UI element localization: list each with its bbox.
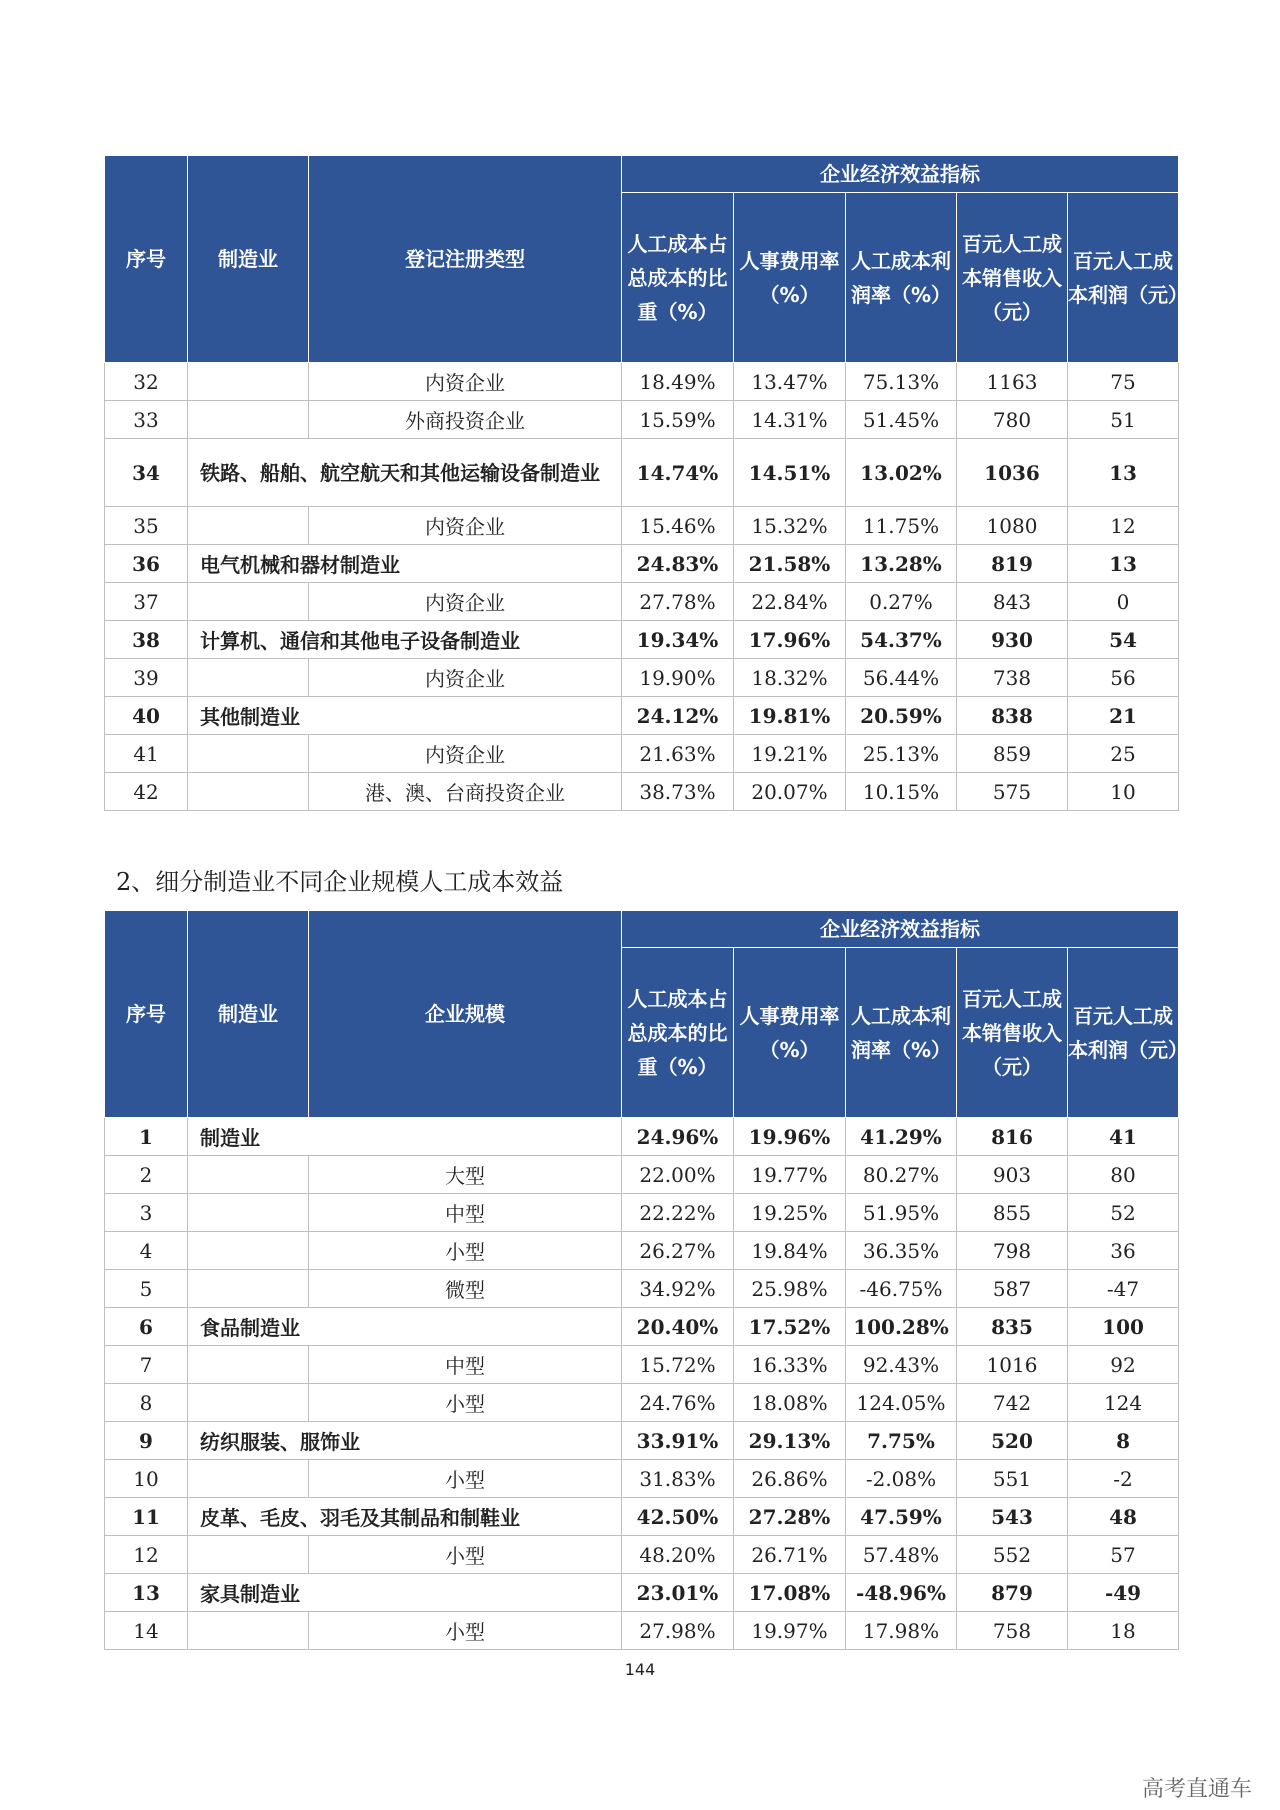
cell: 18.08%: [734, 1384, 846, 1422]
cell: -2: [1068, 1460, 1179, 1498]
cell: 29.13%: [734, 1422, 846, 1460]
header-col: 百元人工成本销售收入（元）: [957, 948, 1068, 1118]
cell: 17.52%: [734, 1308, 846, 1346]
cell: 57.48%: [846, 1536, 957, 1574]
cell: 855: [957, 1194, 1068, 1232]
cell: 14: [105, 1612, 188, 1650]
cell: 19.77%: [734, 1156, 846, 1194]
table-1: [104, 155, 1188, 811]
table-row: [105, 1536, 1179, 1574]
cell: 24.12%: [622, 697, 734, 735]
cell: 22.00%: [622, 1156, 734, 1194]
header-col: 百元人工成本利润（元）: [1068, 193, 1179, 363]
header-group: 企业经济效益指标: [622, 156, 1179, 193]
cell: 2: [105, 1156, 188, 1194]
cell: 19.34%: [622, 621, 734, 659]
cell: [188, 1536, 309, 1574]
cell: 32: [105, 363, 188, 401]
cell: [188, 659, 309, 697]
industry-name: 其他制造业: [188, 697, 622, 735]
cell: 17.98%: [846, 1612, 957, 1650]
cell: [188, 1156, 309, 1194]
cell: 551: [957, 1460, 1068, 1498]
header-col: 人工成本利润率（%）: [846, 948, 957, 1118]
cell: 39: [105, 659, 188, 697]
cell: 51.95%: [846, 1194, 957, 1232]
cell: 26.86%: [734, 1460, 846, 1498]
cell: 1: [105, 1118, 188, 1156]
cell: 819: [957, 545, 1068, 583]
cell: 54: [1068, 621, 1179, 659]
cell: 19.21%: [734, 735, 846, 773]
cell: 575: [957, 773, 1068, 811]
cell: 小型: [309, 1460, 622, 1498]
cell: 13.28%: [846, 545, 957, 583]
cell: [188, 507, 309, 545]
cell: 中型: [309, 1194, 622, 1232]
header-industry: 制造业: [188, 911, 309, 1118]
cell: 4: [105, 1232, 188, 1270]
cell: 26.71%: [734, 1536, 846, 1574]
cell: 552: [957, 1536, 1068, 1574]
cell: 54.37%: [846, 621, 957, 659]
cell: -47: [1068, 1270, 1179, 1308]
cell: 520: [957, 1422, 1068, 1460]
header-col: 百元人工成本销售收入（元）: [957, 193, 1068, 363]
cell: 92.43%: [846, 1346, 957, 1384]
cell: 18: [1068, 1612, 1179, 1650]
cell: 843: [957, 583, 1068, 621]
cell: 75.13%: [846, 363, 957, 401]
cell: 14.51%: [734, 439, 846, 507]
cell: 24.76%: [622, 1384, 734, 1422]
cell: 24.96%: [622, 1118, 734, 1156]
cell: 25.98%: [734, 1270, 846, 1308]
cell: [188, 1346, 309, 1384]
cell: 13: [1068, 439, 1179, 507]
cell: 48.20%: [622, 1536, 734, 1574]
header-col: 人工成本占总成本的比重（%）: [622, 948, 734, 1118]
table-row: [105, 363, 1179, 401]
cell: 6: [105, 1308, 188, 1346]
section-title: 2、细分制造业不同企业规模人工成本效益: [116, 868, 564, 896]
table-row: [105, 697, 1179, 735]
cell: 25.13%: [846, 735, 957, 773]
cell: 34: [105, 439, 188, 507]
header-group: 企业经济效益指标: [622, 911, 1179, 948]
table-row: [105, 1612, 1179, 1650]
header-col: 人工成本利润率（%）: [846, 193, 957, 363]
cell: 21.63%: [622, 735, 734, 773]
cell: 47.59%: [846, 1498, 957, 1536]
cell: [188, 1270, 309, 1308]
header-seq: 序号: [105, 156, 188, 363]
header-seq: 序号: [105, 911, 188, 1118]
cell: 小型: [309, 1612, 622, 1650]
cell: 38: [105, 621, 188, 659]
cell: 外商投资企业: [309, 401, 622, 439]
cell: 内资企业: [309, 507, 622, 545]
cell: 36.35%: [846, 1232, 957, 1270]
cell: 19.97%: [734, 1612, 846, 1650]
cell: 758: [957, 1612, 1068, 1650]
cell: [188, 773, 309, 811]
cell: 52: [1068, 1194, 1179, 1232]
header-col: 人事费用率（%）: [734, 193, 846, 363]
cell: 37: [105, 583, 188, 621]
cell: 930: [957, 621, 1068, 659]
cell: 7.75%: [846, 1422, 957, 1460]
cell: [188, 1612, 309, 1650]
cell: 微型: [309, 1270, 622, 1308]
cell: 7: [105, 1346, 188, 1384]
cell: 21: [1068, 697, 1179, 735]
cell: 17.08%: [734, 1574, 846, 1612]
cell: 36: [105, 545, 188, 583]
cell: 56.44%: [846, 659, 957, 697]
cell: 19.81%: [734, 697, 846, 735]
cell: [188, 1194, 309, 1232]
cell: 内资企业: [309, 735, 622, 773]
cell: 18.32%: [734, 659, 846, 697]
cell: 大型: [309, 1156, 622, 1194]
cell: 31.83%: [622, 1460, 734, 1498]
table-row: [105, 1384, 1179, 1422]
cell: 738: [957, 659, 1068, 697]
table-row: [105, 1156, 1179, 1194]
cell: 38.73%: [622, 773, 734, 811]
cell: 15.32%: [734, 507, 846, 545]
cell: 19.84%: [734, 1232, 846, 1270]
table-row: [105, 773, 1179, 811]
header-category: 登记注册类型: [309, 156, 622, 363]
cell: 57: [1068, 1536, 1179, 1574]
table-row: [105, 439, 1179, 507]
cell: 40: [105, 697, 188, 735]
cell: 12: [1068, 507, 1179, 545]
table-row: [105, 1422, 1179, 1460]
cell: -48.96%: [846, 1574, 957, 1612]
industry-name: 制造业: [188, 1118, 622, 1156]
cell: 26.27%: [622, 1232, 734, 1270]
table-2: [104, 910, 1188, 1650]
cell: [188, 1460, 309, 1498]
cell: 9: [105, 1422, 188, 1460]
header-col: 人事费用率（%）: [734, 948, 846, 1118]
cell: 41: [1068, 1118, 1179, 1156]
cell: 1036: [957, 439, 1068, 507]
cell: 小型: [309, 1232, 622, 1270]
cell: 34.92%: [622, 1270, 734, 1308]
cell: 15.46%: [622, 507, 734, 545]
cell: 51: [1068, 401, 1179, 439]
cell: 14.31%: [734, 401, 846, 439]
cell: 15.59%: [622, 401, 734, 439]
cell: 27.28%: [734, 1498, 846, 1536]
cell: 8: [105, 1384, 188, 1422]
cell: 124: [1068, 1384, 1179, 1422]
cell: 20.07%: [734, 773, 846, 811]
cell: 124.05%: [846, 1384, 957, 1422]
cell: 48: [1068, 1498, 1179, 1536]
cell: 543: [957, 1498, 1068, 1536]
cell: 13.47%: [734, 363, 846, 401]
table-row: [105, 659, 1179, 697]
cell: 0: [1068, 583, 1179, 621]
cell: 11.75%: [846, 507, 957, 545]
cell: 859: [957, 735, 1068, 773]
cell: 780: [957, 401, 1068, 439]
cell: 8: [1068, 1422, 1179, 1460]
cell: 14.74%: [622, 439, 734, 507]
cell: -2.08%: [846, 1460, 957, 1498]
table-row: [105, 1232, 1179, 1270]
industry-name: 铁路、船舶、航空航天和其他运输设备制造业: [188, 439, 622, 507]
cell: 17.96%: [734, 621, 846, 659]
header-col: 百元人工成本利润（元）: [1068, 948, 1179, 1118]
cell: 20.59%: [846, 697, 957, 735]
cell: 18.49%: [622, 363, 734, 401]
cell: 80: [1068, 1156, 1179, 1194]
cell: [188, 735, 309, 773]
cell: 100.28%: [846, 1308, 957, 1346]
cell: 33.91%: [622, 1422, 734, 1460]
cell: 92: [1068, 1346, 1179, 1384]
cell: 27.98%: [622, 1612, 734, 1650]
cell: 41: [105, 735, 188, 773]
table-row: [105, 1346, 1179, 1384]
cell: 5: [105, 1270, 188, 1308]
cell: 13: [1068, 545, 1179, 583]
cell: 22.84%: [734, 583, 846, 621]
table-row: [105, 401, 1179, 439]
cell: 80.27%: [846, 1156, 957, 1194]
industry-name: 计算机、通信和其他电子设备制造业: [188, 621, 622, 659]
cell: 587: [957, 1270, 1068, 1308]
table-row: [105, 1574, 1179, 1612]
cell: 25: [1068, 735, 1179, 773]
cell: 51.45%: [846, 401, 957, 439]
cell: 小型: [309, 1536, 622, 1574]
header-category: 企业规模: [309, 911, 622, 1118]
table-row: [105, 507, 1179, 545]
cell: 27.78%: [622, 583, 734, 621]
cell: 100: [1068, 1308, 1179, 1346]
cell: 小型: [309, 1384, 622, 1422]
table-row: [105, 545, 1179, 583]
industry-name: 电气机械和器材制造业: [188, 545, 622, 583]
table-row: [105, 1270, 1179, 1308]
cell: 13: [105, 1574, 188, 1612]
table-row: [105, 1118, 1179, 1156]
cell: 75: [1068, 363, 1179, 401]
cell: 742: [957, 1384, 1068, 1422]
cell: 内资企业: [309, 363, 622, 401]
cell: 42.50%: [622, 1498, 734, 1536]
cell: 816: [957, 1118, 1068, 1156]
cell: 19.96%: [734, 1118, 846, 1156]
cell: -46.75%: [846, 1270, 957, 1308]
cell: 10: [1068, 773, 1179, 811]
table-row: [105, 583, 1179, 621]
cell: 10: [105, 1460, 188, 1498]
table-row: [105, 1498, 1179, 1536]
cell: 903: [957, 1156, 1068, 1194]
table-row: [105, 1460, 1179, 1498]
cell: 33: [105, 401, 188, 439]
cell: 56: [1068, 659, 1179, 697]
cell: 22.22%: [622, 1194, 734, 1232]
cell: 42: [105, 773, 188, 811]
cell: [188, 583, 309, 621]
cell: 内资企业: [309, 659, 622, 697]
header-col: 人工成本占总成本的比重（%）: [622, 193, 734, 363]
cell: [188, 363, 309, 401]
industry-name: 纺织服装、服饰业: [188, 1422, 622, 1460]
cell: 13.02%: [846, 439, 957, 507]
cell: 0.27%: [846, 583, 957, 621]
cell: 港、澳、台商投资企业: [309, 773, 622, 811]
cell: 798: [957, 1232, 1068, 1270]
cell: [188, 1232, 309, 1270]
cell: 835: [957, 1308, 1068, 1346]
cell: 838: [957, 697, 1068, 735]
cell: [188, 401, 309, 439]
cell: 41.29%: [846, 1118, 957, 1156]
cell: 1163: [957, 363, 1068, 401]
watermark: 高考直通车: [1141, 1777, 1252, 1802]
cell: 20.40%: [622, 1308, 734, 1346]
table-row: [105, 621, 1179, 659]
cell: [188, 1384, 309, 1422]
cell: 11: [105, 1498, 188, 1536]
cell: 内资企业: [309, 583, 622, 621]
cell: 12: [105, 1536, 188, 1574]
header-industry: 制造业: [188, 156, 309, 363]
cell: 19.25%: [734, 1194, 846, 1232]
cell: 24.83%: [622, 545, 734, 583]
table-row: [105, 1308, 1179, 1346]
cell: 36: [1068, 1232, 1179, 1270]
cell: 23.01%: [622, 1574, 734, 1612]
table-row: [105, 1194, 1179, 1232]
cell: 10.15%: [846, 773, 957, 811]
industry-name: 皮革、毛皮、羽毛及其制品和制鞋业: [188, 1498, 622, 1536]
cell: -49: [1068, 1574, 1179, 1612]
cell: 1016: [957, 1346, 1068, 1384]
cell: 3: [105, 1194, 188, 1232]
page-number: 144: [624, 1660, 656, 1679]
cell: 16.33%: [734, 1346, 846, 1384]
cell: 19.90%: [622, 659, 734, 697]
cell: 15.72%: [622, 1346, 734, 1384]
cell: 21.58%: [734, 545, 846, 583]
cell: 35: [105, 507, 188, 545]
industry-name: 食品制造业: [188, 1308, 622, 1346]
cell: 中型: [309, 1346, 622, 1384]
industry-name: 家具制造业: [188, 1574, 622, 1612]
cell: 1080: [957, 507, 1068, 545]
table-row: [105, 735, 1179, 773]
cell: 879: [957, 1574, 1068, 1612]
